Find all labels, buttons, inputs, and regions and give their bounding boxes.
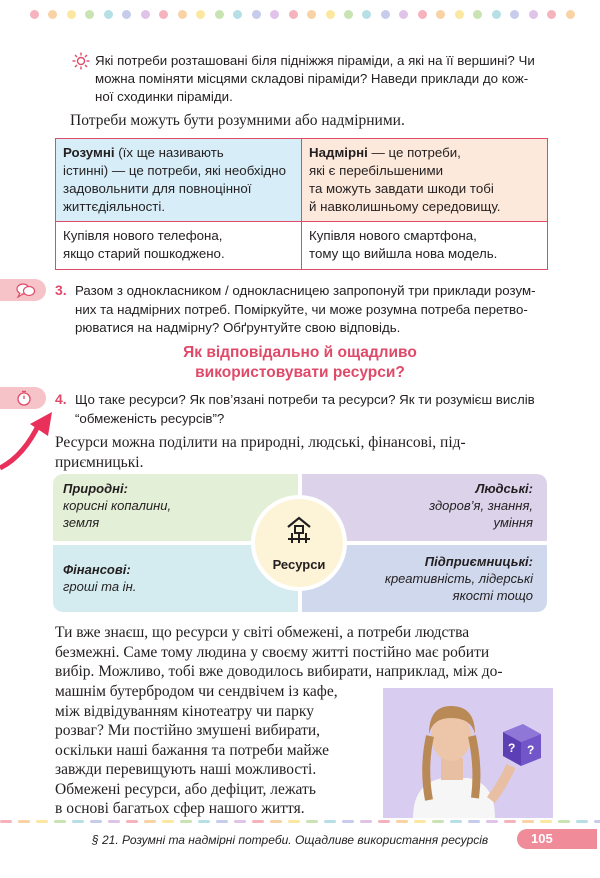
needs-intro: Потреби можуть бути розумними або надмірними.: [70, 112, 405, 129]
dash-segment: [252, 820, 264, 823]
question-cube-icon: [503, 724, 541, 766]
heading-line: Як відповідально й ощадливо: [183, 344, 417, 361]
heading-line: використовувати ресурси?: [195, 364, 405, 381]
example-text: тому що вийшла нова модель.: [309, 246, 498, 261]
question-line: можна поміняти місцями складові піраміди? Наведи приклади до кож-: [95, 71, 529, 86]
needs-table: [55, 138, 548, 270]
task-4-text: [75, 391, 555, 428]
dash-segment: [594, 820, 600, 823]
dash-segment: [108, 820, 120, 823]
decorative-dot: [289, 10, 298, 19]
dash-segment: [216, 820, 228, 823]
decorative-dot: [529, 10, 538, 19]
dash-segment: [126, 820, 138, 823]
quad-text: креативність, лідерські: [384, 571, 533, 586]
reasonable-needs-cell: [56, 139, 302, 222]
task-number: 4.: [55, 391, 67, 407]
paragraph-line: безмежні. Саме тому людина у своєму житті постійно має робити: [55, 643, 490, 661]
decorative-dot: [455, 10, 464, 19]
reasonable-def: істинні) — це потреби, які необхідно: [63, 163, 286, 178]
paragraph-line: завжди перевищують наші можливості.: [55, 761, 317, 778]
reasonable-def: задовольнити для повноцінної: [63, 181, 252, 196]
question-line: ної сходинки піраміди.: [95, 89, 233, 104]
choice-paragraph-bottom: [55, 682, 367, 819]
dash-segment: [504, 820, 516, 823]
decorative-dot: [566, 10, 575, 19]
resources-icon: [284, 515, 314, 545]
dash-segment: [198, 820, 210, 823]
paragraph-line: машнім бутербродом чи сендвічем із кафе,: [55, 683, 338, 700]
quad-text: здоров’я, знання,: [429, 498, 533, 513]
excessive-def: які є перебільшеними: [309, 163, 444, 178]
dash-segment: [36, 820, 48, 823]
curved-arrow-icon: [0, 408, 60, 470]
decorative-dot: [104, 10, 113, 19]
paragraph-line: Ресурси можна поділити на природні, людські, фінансові, під-: [55, 434, 466, 451]
excessive-needs-cell: [302, 139, 548, 222]
decorative-dot: [307, 10, 316, 19]
excessive-def: й навколишньому середовищу.: [309, 199, 501, 214]
sun-icon: [72, 52, 90, 70]
task-line: них та надмірних потреб. Поміркуйте, чи може розумна потреба перетво-: [75, 301, 528, 317]
paragraph-line: розваг? Ми постійно змушені вибирати,: [55, 722, 321, 739]
decorative-dot: [362, 10, 371, 19]
quad-text: земля: [63, 515, 100, 530]
task-line: “обмеженість ресурсів”?: [75, 410, 225, 426]
decorative-dot: [252, 10, 261, 19]
excessive-def: — це потреби,: [367, 145, 461, 160]
quad-text: гроші та ін.: [63, 579, 137, 594]
dash-segment: [0, 820, 12, 823]
dash-segment: [558, 820, 570, 823]
dash-segment: [360, 820, 372, 823]
paragraph-line: між відвідуванням кінотеатру чи парку: [55, 702, 314, 720]
paragraph-line: оскільки наші бажання та потреби майже: [55, 741, 330, 759]
dash-segment: [162, 820, 174, 823]
chat-bubbles-icon: [16, 282, 36, 298]
choice-paragraph-top: [55, 623, 548, 682]
pair-work-tab: [0, 279, 46, 301]
question-line: Які потреби розташовані біля підніжжя піраміди, а які на її вершині? Чи: [95, 53, 535, 68]
svg-text:?: ?: [508, 741, 516, 755]
decorative-dot: [547, 10, 556, 19]
task-3-text: [75, 282, 555, 338]
dash-segment: [342, 820, 354, 823]
dash-segment: [54, 820, 66, 823]
dash-segment: [180, 820, 192, 823]
resources-diagram: [53, 474, 547, 612]
decorative-dot: [215, 10, 224, 19]
decorative-dot: [48, 10, 57, 19]
example-text: Купівля нового смартфона,: [309, 228, 477, 243]
dash-segment: [396, 820, 408, 823]
footer-dashed-line: [0, 820, 600, 824]
reasonable-def: (їх ще називають: [114, 145, 224, 160]
decorative-dot: [381, 10, 390, 19]
paragraph-line: Обмежені ресурси, або дефіцит, лежать: [55, 780, 316, 798]
decorative-dot: [122, 10, 131, 19]
decorative-dot: [233, 10, 242, 19]
dash-segment: [270, 820, 282, 823]
dash-segment: [576, 820, 588, 823]
decorative-dot: [326, 10, 335, 19]
reasonable-example-cell: [56, 222, 302, 270]
dash-segment: [72, 820, 84, 823]
dash-segment: [144, 820, 156, 823]
quad-text: уміння: [493, 515, 533, 530]
quad-text: якості тощо: [452, 588, 533, 603]
dash-segment: [18, 820, 30, 823]
timer-tab: [0, 387, 46, 409]
dash-segment: [468, 820, 480, 823]
section-heading: [0, 343, 600, 383]
paragraph-line: вибір. Можливо, тобі вже доводилось вибирати, наприклад, між до-: [55, 663, 503, 680]
dash-segment: [414, 820, 426, 823]
task-line: рюватися на надмірну? Обґрунтуйте свою відповідь.: [75, 320, 401, 335]
task-number: 3.: [55, 282, 67, 298]
decorative-dot: [492, 10, 501, 19]
paragraph-line: Ти вже знаєш, що ресурси у світі обмежені, а потреби людства: [55, 624, 470, 641]
page-number: 105: [517, 829, 597, 849]
quad-title: Людські:: [475, 481, 533, 496]
decorative-dot: [418, 10, 427, 19]
dash-segment: [90, 820, 102, 823]
paragraph-line: в основі багатьох сфер нашого життя.: [55, 800, 305, 817]
svg-text:?: ?: [527, 743, 535, 757]
decorative-dot: [510, 10, 519, 19]
dash-segment: [234, 820, 246, 823]
dash-segment: [540, 820, 552, 823]
reasonable-term: Розумні: [63, 145, 115, 160]
decorative-dot: [67, 10, 76, 19]
dash-segment: [324, 820, 336, 823]
decorative-dot: [196, 10, 205, 19]
decorative-dot: [473, 10, 482, 19]
decorative-dot: [178, 10, 187, 19]
decorative-dot: [399, 10, 408, 19]
quad-title: Природні:: [63, 481, 128, 496]
dash-segment: [432, 820, 444, 823]
excessive-example-cell: [302, 222, 548, 270]
decorative-dot: [436, 10, 445, 19]
footer-section-title: § 21. Розумні та надмірні потреби. Ощадливе використання ресурсів: [92, 833, 489, 847]
reasonable-def: життєдіяльності.: [63, 199, 166, 214]
quad-title: Фінансові:: [63, 562, 131, 577]
decorative-dot: [344, 10, 353, 19]
task-line: Разом з однокласником / однокласницею запропонуй три приклади розум-: [75, 283, 536, 298]
decorative-dot: [30, 10, 39, 19]
resources-center: [251, 495, 347, 591]
quad-title: Підприємницькі:: [424, 554, 533, 569]
task-line: Що таке ресурси? Як пов’язані потреби та ресурси? Як ти розумієш вислів: [75, 392, 535, 407]
dash-segment: [378, 820, 390, 823]
decorative-dot: [141, 10, 150, 19]
center-label: Ресурси: [272, 557, 326, 572]
timer-icon: [16, 390, 32, 406]
dash-segment: [486, 820, 498, 823]
girl-with-cube-photo: [383, 688, 553, 818]
excessive-term: Надмірні: [309, 145, 368, 160]
decorative-dot: [159, 10, 168, 19]
top-decorative-dots: [30, 10, 575, 22]
excessive-def: та можуть завдати шкоди тобі: [309, 181, 494, 196]
paragraph-line: приємницькі.: [55, 453, 144, 471]
pyramid-question: [95, 52, 565, 106]
quad-text: корисні копалини,: [63, 498, 172, 513]
dash-segment: [450, 820, 462, 823]
example-text: якщо старий пошкоджено.: [63, 246, 225, 261]
dash-segment: [288, 820, 300, 823]
dash-segment: [522, 820, 534, 823]
resources-paragraph: [55, 433, 548, 472]
decorative-dot: [270, 10, 279, 19]
dash-segment: [306, 820, 318, 823]
table-row: [56, 222, 548, 270]
table-row: [56, 139, 548, 222]
example-text: Купівля нового телефона,: [63, 228, 223, 243]
decorative-dot: [85, 10, 94, 19]
